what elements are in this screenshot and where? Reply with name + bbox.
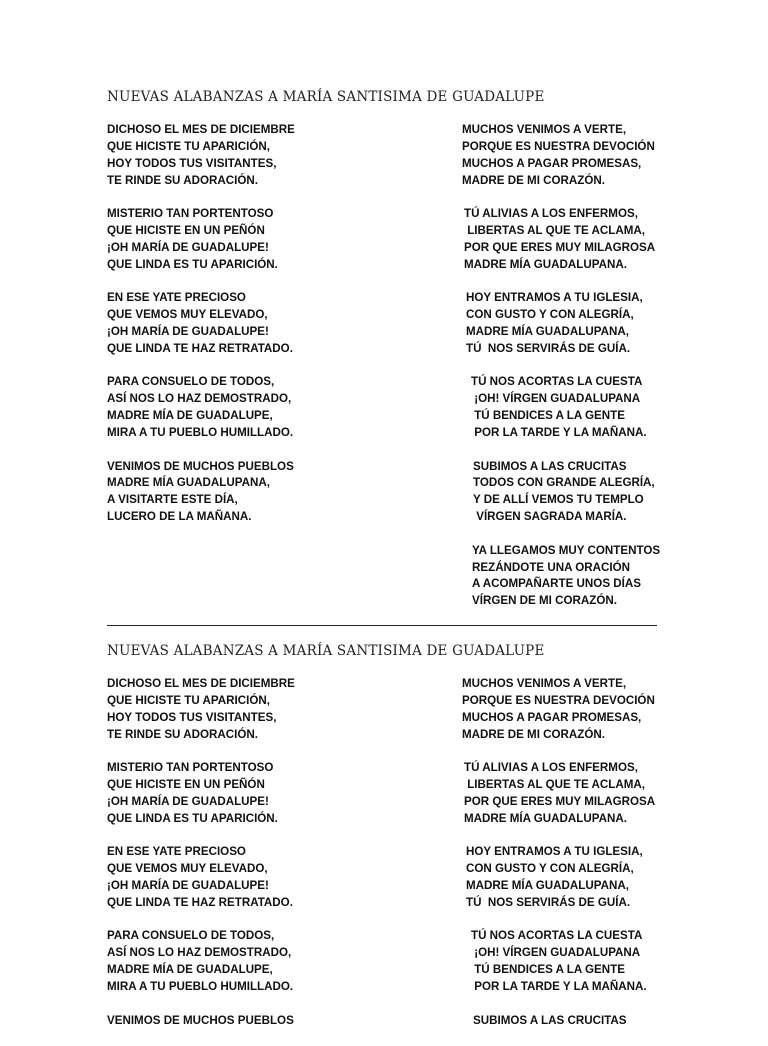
verse-line: TE RINDE SU ADORACIÓN.	[107, 173, 258, 187]
verse-line: ¡OH MARÍA DE GUADALUPE!	[107, 879, 269, 893]
verse-line: TODOS CON GRANDE ALEGRÍA,	[473, 476, 655, 490]
verse-line: QUE HICISTE TU APARICIÓN,	[107, 139, 270, 153]
verse-line: PARA CONSUELO DE TODOS,	[107, 929, 275, 943]
verse-line: A VISITARTE ESTE DÍA,	[107, 493, 238, 507]
verse-line: TÚ NOS ACORTAS LA CUESTA	[471, 929, 643, 943]
stanza	[462, 374, 762, 442]
verse-line: MADRE MÍA DE GUADALUPE,	[107, 963, 273, 977]
verse-line: REZÁNDOTE UNA ORACIÓN	[472, 560, 631, 574]
document-title: NUEVAS ALABANZAS A MARÍA SANTISIMA DE GUADALUPE	[107, 89, 545, 105]
verse-line: MADRE MÍA GUADALUPANA.	[464, 257, 627, 271]
verse-line: VENIMOS DE MUCHOS PUEBLOS	[107, 1013, 294, 1027]
stanza	[107, 374, 407, 442]
verse-line: TÚ BENDICES A LA GENTE	[471, 409, 625, 423]
verse-line: EN ESE YATE PRECIOSO	[107, 845, 246, 859]
verse-line: EN ESE YATE PRECIOSO	[107, 291, 246, 305]
verse-line: YA LLEGAMOS MUY CONTENTOS	[472, 543, 661, 557]
verse-line: MADRE MÍA GUADALUPANA,	[107, 476, 270, 490]
verse-line: MADRE MÍA GUADALUPANA,	[466, 325, 629, 339]
verse-line: ¡OH! VÍRGEN GUADALUPANA	[471, 946, 641, 960]
verse-line: ASÍ NOS LO HAZ DEMOSTRADO,	[107, 946, 292, 960]
stanza	[462, 459, 762, 527]
verse-line: A ACOMPAÑARTE UNOS DÍAS	[472, 577, 641, 591]
verse-line: MISTERIO TAN PORTENTOSO	[107, 207, 274, 221]
right-column	[462, 676, 762, 1046]
stanza	[462, 676, 762, 744]
verse-line: QUE LINDA ES TU APARICIÓN.	[107, 811, 278, 825]
verse-line: HOY ENTRAMOS A TU IGLESIA,	[466, 291, 643, 305]
verse-line: QUE HICISTE EN UN PEÑÓN	[107, 778, 265, 792]
stanza	[462, 543, 762, 611]
verse-line: TÚ NOS SERVIRÁS DE GUÍA.	[466, 895, 631, 909]
verse-line: MUCHOS VENIMOS A VERTE,	[462, 677, 627, 690]
verse-line: MADRE MÍA GUADALUPANA,	[466, 879, 629, 893]
left-column	[107, 676, 407, 1046]
verse-line: TÚ ALIVIAS A LOS ENFERMOS,	[464, 207, 638, 221]
stanza	[107, 122, 407, 190]
verse-line: ¡OH! VÍRGEN GUADALUPANA	[471, 392, 641, 406]
verse-line: MADRE MÍA GUADALUPANA.	[464, 811, 627, 825]
verse-line: HOY TODOS TUS VISITANTES,	[107, 710, 277, 724]
stanza	[462, 928, 762, 996]
verse-line: TÚ NOS SERVIRÁS DE GUÍA.	[466, 341, 631, 355]
verse-line: PORQUE ES NUESTRA DEVOCIÓN	[462, 693, 655, 707]
stanza	[462, 290, 762, 358]
verse-line: QUE VEMOS MUY ELEVADO,	[107, 308, 268, 322]
verse-line: POR LA TARDE Y LA MAÑANA.	[471, 426, 647, 440]
verse-line: MIRA A TU PUEBLO HUMILLADO.	[107, 980, 294, 994]
verse-line: MADRE MÍA DE GUADALUPE,	[107, 409, 273, 423]
verse-line: DICHOSO EL MES DE DICIEMBRE	[107, 677, 295, 690]
separator-line	[107, 625, 657, 626]
stanza	[107, 459, 407, 527]
stanza	[462, 844, 762, 912]
verse-line: MADRE DE MI CORAZÓN.	[462, 173, 605, 187]
verse-line: MUCHOS A PAGAR PROMESAS,	[462, 710, 642, 724]
verse-line: DICHOSO EL MES DE DICIEMBRE	[107, 123, 295, 136]
verse-line: MIRA A TU PUEBLO HUMILLADO.	[107, 426, 294, 440]
verse-line: CON GUSTO Y CON ALEGRÍA,	[466, 308, 634, 322]
verse-line: CON GUSTO Y CON ALEGRÍA,	[466, 862, 634, 876]
verse-line: LIBERTAS AL QUE TE ACLAMA,	[464, 224, 645, 238]
verse-line: VÍRGEN SAGRADA MARÍA.	[473, 510, 627, 524]
verse-line: POR LA TARDE Y LA MAÑANA.	[471, 980, 647, 994]
verse-line: SUBIMOS A LAS CRUCITAS	[473, 459, 627, 473]
verse-line: HOY ENTRAMOS A TU IGLESIA,	[466, 845, 643, 859]
stanza	[107, 206, 407, 274]
verse-line: ¡OH MARÍA DE GUADALUPE!	[107, 325, 269, 339]
stanza	[462, 206, 762, 274]
verse-line: QUE LINDA TE HAZ RETRATADO.	[107, 895, 293, 909]
verse-line: VÍRGEN DE MI CORAZÓN.	[472, 594, 617, 608]
stanza	[107, 1013, 407, 1030]
stanza	[107, 844, 407, 912]
stanza	[462, 122, 762, 190]
verse-line: LIBERTAS AL QUE TE ACLAMA,	[464, 778, 645, 792]
verse-line: QUE HICISTE EN UN PEÑÓN	[107, 224, 265, 238]
verse-line: POR QUE ERES MUY MILAGROSA	[464, 794, 656, 808]
left-column	[107, 122, 407, 543]
verse-line: ASÍ NOS LO HAZ DEMOSTRADO,	[107, 392, 292, 406]
verse-line: POR QUE ERES MUY MILAGROSA	[464, 240, 656, 254]
stanza	[107, 676, 407, 744]
verse-line: LUCERO DE LA MAÑANA.	[107, 510, 252, 524]
verse-line: Y DE ALLÍ VEMOS TU TEMPLO	[473, 493, 644, 507]
verse-line: QUE VEMOS MUY ELEVADO,	[107, 862, 268, 876]
stanza	[462, 1013, 762, 1030]
verse-line: MUCHOS A PAGAR PROMESAS,	[462, 156, 642, 170]
stanza	[107, 928, 407, 996]
verse-line: ¡OH MARÍA DE GUADALUPE!	[107, 794, 269, 808]
verse-line: MADRE DE MI CORAZÓN.	[462, 727, 605, 741]
document-title: NUEVAS ALABANZAS A MARÍA SANTISIMA DE GUADALUPE	[107, 643, 545, 659]
verse-line: VENIMOS DE MUCHOS PUEBLOS	[107, 459, 294, 473]
verse-line: HOY TODOS TUS VISITANTES,	[107, 156, 277, 170]
verse-line: ¡OH MARÍA DE GUADALUPE!	[107, 240, 269, 254]
verse-line: SUBIMOS A LAS CRUCITAS	[473, 1013, 627, 1027]
verse-line: PORQUE ES NUESTRA DEVOCIÓN	[462, 139, 655, 153]
stanza	[462, 760, 762, 828]
verse-line: QUE LINDA ES TU APARICIÓN.	[107, 257, 278, 271]
verse-line: PARA CONSUELO DE TODOS,	[107, 375, 275, 389]
verse-line: MISTERIO TAN PORTENTOSO	[107, 761, 274, 775]
stanza	[107, 290, 407, 358]
verse-line: QUE HICISTE TU APARICIÓN,	[107, 693, 270, 707]
verse-line: QUE LINDA TE HAZ RETRATADO.	[107, 341, 293, 355]
stanza	[107, 760, 407, 828]
verse-line: TE RINDE SU ADORACIÓN.	[107, 727, 258, 741]
verse-line: TÚ NOS ACORTAS LA CUESTA	[471, 375, 643, 389]
right-column	[462, 122, 762, 627]
verse-line: TÚ BENDICES A LA GENTE	[471, 963, 625, 977]
verse-line: MUCHOS VENIMOS A VERTE,	[462, 123, 627, 136]
verse-line: TÚ ALIVIAS A LOS ENFERMOS,	[464, 761, 638, 775]
